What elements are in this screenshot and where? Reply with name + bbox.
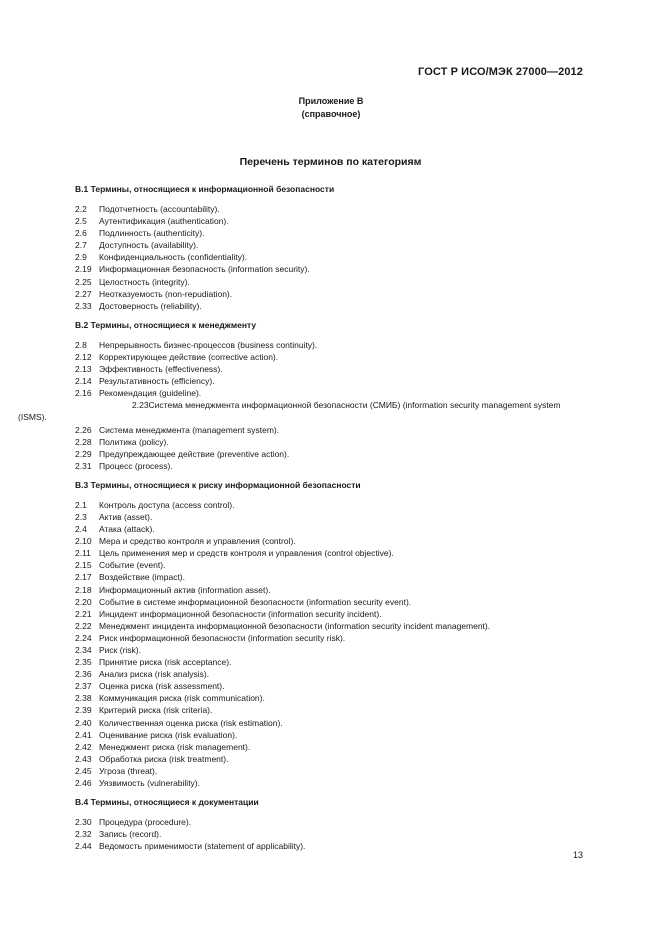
term-number: 2.39 [75, 705, 92, 716]
term-number: 2.28 [75, 436, 92, 447]
term-number: 2.38 [75, 693, 92, 704]
term-text: Цель применения мер и средств контроля и управления (control objective). [99, 548, 394, 559]
term-item [75, 596, 588, 608]
term-item [75, 816, 588, 828]
term-number: 2.4 [75, 524, 87, 535]
term-item [75, 559, 588, 571]
term-item [75, 251, 588, 263]
term-item [75, 339, 588, 351]
terms-list [18, 183, 588, 852]
term-item [75, 215, 588, 227]
term-number: 2.34 [75, 645, 92, 655]
term-number: 2.7 [75, 240, 87, 251]
term-item [75, 436, 588, 448]
term-item [75, 351, 588, 363]
term-text: Ведомость применимости (statement of applicability). [99, 841, 306, 852]
term-text: Риск информационной безопасности (information security risk). [99, 632, 346, 643]
term-number: 2.21 [75, 608, 92, 619]
term-text: Воздействие (impact). [99, 572, 186, 583]
term-item [18, 399, 588, 423]
term-item [75, 584, 588, 596]
term-text: Уязвимость (vulnerability). [99, 778, 201, 789]
term-text: Система менеджмента информационной безопасности (СМИБ) (information security management system (ISMS). [18, 400, 561, 423]
term-number: 2.45 [75, 765, 92, 776]
term-number: 2.5 [75, 216, 87, 227]
term-item [75, 300, 588, 312]
term-number: 2.3 [75, 511, 87, 522]
term-number: 2.1 [75, 499, 87, 510]
term-text: Доступность (availability). [99, 240, 199, 251]
term-text: Оценка риска (risk assessment). [99, 681, 225, 692]
term-number: 2.22 [75, 620, 92, 631]
term-number: 2.10 [75, 536, 92, 547]
term-text: Анализ риска (risk analysis). [99, 669, 210, 680]
term-number: 2.8 [75, 339, 87, 350]
term-text: Система менеджмента (management system). [99, 424, 280, 435]
term-item [75, 741, 588, 753]
term-text: Событие в системе информационной безопасности (information security event). [99, 596, 412, 607]
term-number: 2.31 [75, 460, 92, 471]
term-text: Результативность (efficiency). [99, 376, 215, 387]
term-text: Атака (attack). [99, 524, 155, 535]
term-item [75, 729, 588, 741]
term-number: 2.44 [75, 841, 92, 852]
term-text: Критерий риска (risk criteria). [99, 705, 213, 716]
section-heading: В.2 Термины, относящиеся к менеджменту [75, 319, 257, 330]
term-number: 2.29 [75, 448, 92, 459]
term-text: Подлинность (authenticity). [99, 228, 205, 239]
term-item [75, 717, 588, 729]
term-text: Оценивание риска (risk evaluation). [99, 729, 238, 740]
term-text: Событие (event). [99, 560, 166, 571]
term-text: Запись (record). [99, 829, 162, 840]
appendix-subtitle: (справочное) [301, 109, 361, 119]
term-item [75, 375, 588, 387]
term-item [75, 704, 588, 716]
term-number: 2.27 [75, 288, 92, 299]
term-number: 2.40 [75, 717, 92, 728]
term-text: Обработка риска (risk treatment). [99, 753, 229, 764]
term-item [75, 668, 588, 680]
term-number: 2.35 [75, 657, 92, 668]
term-number: 2.42 [75, 741, 92, 752]
term-number: 2.46 [75, 778, 92, 789]
term-item [75, 620, 588, 632]
term-number: 2.16 [75, 388, 92, 399]
page-title: Перечень терминов по категориям [239, 156, 422, 168]
term-number: 2.32 [75, 829, 92, 840]
term-text: Целостность (integrity). [99, 276, 190, 287]
term-number: 2.36 [75, 669, 92, 680]
term-text: Актив (asset). [99, 511, 153, 522]
term-text: Количественная оценка риска (risk estimation). [99, 717, 283, 728]
term-item [75, 680, 588, 692]
term-item [75, 203, 588, 215]
term-item [75, 692, 588, 704]
term-text: Эффективность (effectiveness). [99, 364, 223, 375]
term-item [75, 460, 588, 472]
term-text: Политика (policy). [99, 436, 169, 447]
term-text: Информационная безопасность (information security). [99, 264, 310, 275]
term-text: Информационный актив (information asset). [99, 584, 271, 595]
term-number: 2.25 [75, 276, 92, 287]
document-code: ГОСТ Р ИСО/МЭК 27000—2012 [418, 66, 583, 78]
term-item [75, 656, 588, 668]
term-text: Подотчетность (accountability). [99, 204, 220, 214]
term-item [75, 632, 588, 644]
term-text: Угроза (threat). [99, 765, 158, 776]
term-item [75, 499, 588, 511]
term-text: Корректирующее действие (corrective action). [99, 351, 279, 362]
term-item [75, 523, 588, 535]
term-number: 2.6 [75, 228, 87, 239]
term-text: Коммуникация риска (risk communication). [99, 693, 265, 704]
term-number: 2.9 [75, 252, 87, 263]
term-item [75, 448, 588, 460]
term-item [75, 571, 588, 583]
page-number: 13 [572, 850, 583, 860]
term-number: 2.20 [75, 596, 92, 607]
term-number: 2.11 [75, 548, 91, 559]
term-item [75, 387, 588, 399]
term-number: 2.30 [75, 817, 92, 828]
term-text: Достоверность (reliability). [99, 300, 202, 311]
term-number: 2.23 [132, 400, 149, 411]
appendix-title: Приложение В [298, 96, 364, 106]
term-text: Процедура (procedure). [99, 817, 192, 828]
term-number: 2.41 [75, 729, 92, 740]
term-text: Мера и средство контроля и управления (control). [99, 536, 296, 547]
term-number: 2.14 [75, 376, 92, 387]
term-number: 2.18 [75, 584, 92, 595]
term-item [75, 511, 588, 523]
section-heading: В.4 Термины, относящиеся к документации [75, 797, 259, 808]
term-item [75, 608, 588, 620]
term-number: 2.37 [75, 681, 92, 692]
term-number: 2.2 [75, 204, 87, 214]
term-item [75, 424, 588, 436]
term-item [75, 840, 588, 852]
term-number: 2.33 [75, 300, 92, 311]
term-text: Конфиденциальность (confidentiality). [99, 252, 248, 263]
term-item [75, 239, 588, 251]
term-text: Аутентификация (authentication). [99, 216, 229, 227]
term-number: 2.15 [75, 560, 92, 571]
term-number: 2.12 [75, 351, 92, 362]
term-text: Предупреждающее действие (preventive action). [99, 448, 290, 459]
term-number: 2.24 [75, 632, 92, 643]
term-item [75, 765, 588, 777]
term-item [75, 644, 588, 656]
term-text: Непрерывность бизнес-процессов (business continuity). [99, 339, 318, 350]
term-text: Неотказуемость (non-repudiation). [99, 288, 233, 299]
term-item [75, 535, 588, 547]
term-text: Рекомендация (guideline). [99, 388, 202, 399]
term-item [75, 547, 588, 559]
term-text: Контроль доступа (access control). [99, 499, 235, 510]
term-text: Инцидент информационной безопасности (information security incident). [99, 608, 382, 619]
term-item [75, 288, 588, 300]
term-text: Риск (risk). [99, 645, 141, 655]
term-item [75, 363, 588, 375]
term-item [75, 828, 588, 840]
term-number: 2.43 [75, 753, 92, 764]
term-number: 2.17 [75, 572, 92, 583]
section-heading: В.3 Термины, относящиеся к риску информационной безопасности [75, 479, 361, 490]
term-text: Менеджмент риска (risk management). [99, 741, 251, 752]
term-item [75, 263, 588, 275]
section-heading: В.1 Термины, относящиеся к информационной безопасности [75, 184, 335, 194]
term-item [75, 276, 588, 288]
term-number: 2.13 [75, 364, 92, 375]
appendix-header [0, 95, 661, 121]
term-text: Менеджмент инцидента информационной безопасности (information security incident management). [99, 620, 491, 631]
term-text: Принятие риска (risk acceptance). [99, 657, 232, 668]
term-item [75, 753, 588, 765]
term-text: Процесс (process). [99, 460, 173, 471]
term-item [75, 777, 588, 789]
term-number: 2.19 [75, 264, 92, 275]
term-item [75, 227, 588, 239]
term-number: 2.26 [75, 424, 92, 435]
